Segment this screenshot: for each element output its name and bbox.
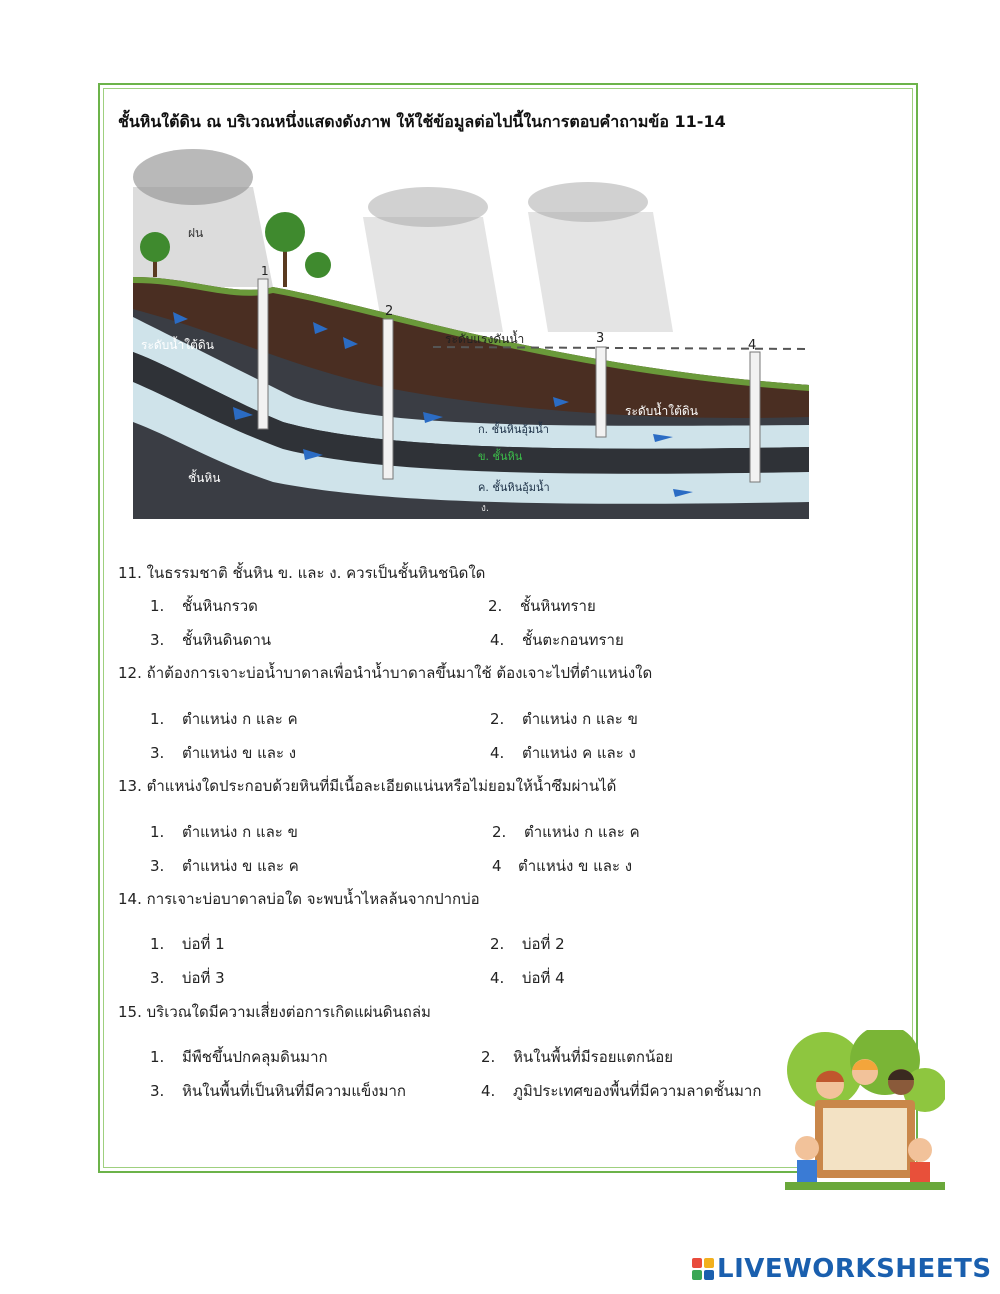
question-12: 12. ถ้าต้องการเจาะบ่อน้ำบาดาลเพื่อนำน้ำบาดาลขึ้นมาใช้ ต้องเจาะไปที่ตำแหน่งใด <box>118 664 653 682</box>
q13-option-2[interactable]: 2. ตำแหน่ง ก และ ค <box>492 823 640 841</box>
q11-option-3[interactable]: 3. ชั้นหินดินดาน <box>150 631 271 649</box>
pressure-level-label: ระดับแรงดันน้ำ <box>445 332 525 346</box>
layer-c-label: ค. ชั้นหินอุ้มน้ำ <box>478 481 550 494</box>
q14-option-1[interactable]: 1. บ่อที่ 1 <box>150 935 225 953</box>
q15-option-1[interactable]: 1. มีพืชขึ้นปกคลุมดินมาก <box>150 1048 328 1066</box>
rain-label: ฝน <box>188 226 204 240</box>
well-4 <box>750 352 760 482</box>
q13-option-1[interactable]: 1. ตำแหน่ง ก และ ข <box>150 823 298 841</box>
logo-icon <box>692 1258 714 1280</box>
liveworksheets-logo[interactable] <box>692 1253 992 1285</box>
q12-option-2[interactable]: 2. ตำแหน่ง ก และ ข <box>490 710 638 728</box>
q11-option-1[interactable]: 1. ชั้นหินกรวด <box>150 597 258 615</box>
well-3-number: 3 <box>596 331 605 346</box>
groundwater-diagram <box>133 137 809 519</box>
water-table-label-left: ระดับน้ำใต้ดิน <box>141 338 214 352</box>
layer-a-label: ก. ชั้นหินอุ้มน้ำ <box>478 423 549 436</box>
q15-option-3[interactable]: 3. หินในพื้นที่เป็นหินที่มีความแข็งมาก <box>150 1082 406 1100</box>
rock-layer-label: ชั้นหิน <box>188 471 221 485</box>
q14-option-2[interactable]: 2. บ่อที่ 2 <box>490 935 565 953</box>
q11-option-4[interactable]: 4. ชั้นตะกอนทราย <box>490 631 624 649</box>
question-11: 11. ในธรรมชาติ ชั้นหิน ข. และ ง. ควรเป็นชั้นหินชนิดใด <box>118 564 486 582</box>
rain-cloud-middle <box>363 187 503 332</box>
well-2 <box>383 319 393 479</box>
page-title: ชั้นหินใต้ดิน ณ บริเวณหนึ่งแสดงดังภาพ ให้ใช้ข้อมูลต่อไปนี้ในการตอบคำถามข้อ 11-14 <box>118 112 726 131</box>
q13-option-4[interactable]: 4 ตำแหน่ง ข และ ง <box>492 857 633 875</box>
q12-option-3[interactable]: 3. ตำแหน่ง ข และ ง <box>150 744 297 762</box>
q12-option-4[interactable]: 4. ตำแหน่ง ค และ ง <box>490 744 636 762</box>
q14-option-4[interactable]: 4. บ่อที่ 4 <box>490 969 565 987</box>
well-1 <box>258 279 268 429</box>
layer-b-label: ข. ชั้นหิน <box>478 450 523 463</box>
well-2-number: 2 <box>385 304 394 319</box>
q15-option-4[interactable]: 4. ภูมิประเทศของพื้นที่มีความลาดชั้นมาก <box>481 1082 762 1100</box>
well-1-number: 1 <box>261 264 269 278</box>
kids-reading-illustration <box>785 1030 945 1190</box>
q13-option-3[interactable]: 3. ตำแหน่ง ข และ ค <box>150 857 299 875</box>
water-table-label-right: ระดับน้ำใต้ดิน <box>625 404 698 418</box>
well-4-number: 4 <box>748 338 757 353</box>
question-14: 14. การเจาะบ่อบาดาลบ่อใด จะพบน้ำไหลล้นจากปากบ่อ <box>118 890 480 908</box>
q15-option-2[interactable]: 2. หินในพื้นที่มีรอยแตกน้อย <box>481 1048 674 1066</box>
q11-option-2[interactable]: 2. ชั้นหินทราย <box>488 597 596 615</box>
well-3 <box>596 347 606 437</box>
layer-d-label: ง. <box>481 503 490 514</box>
question-13: 13. ตำแหน่งใดประกอบด้วยหินที่มีเนื้อละเอียดแน่นหรือไม่ยอมให้น้ำซึมผ่านได้ <box>118 777 617 795</box>
q14-option-3[interactable]: 3. บ่อที่ 3 <box>150 969 225 987</box>
q12-option-1[interactable]: 1. ตำแหน่ง ก และ ค <box>150 710 298 728</box>
question-15: 15. บริเวณใดมีความเสี่ยงต่อการเกิดแผ่นดินถล่ม <box>118 1003 431 1021</box>
logo-text: LIVEWORKSHEETS <box>717 1254 992 1284</box>
